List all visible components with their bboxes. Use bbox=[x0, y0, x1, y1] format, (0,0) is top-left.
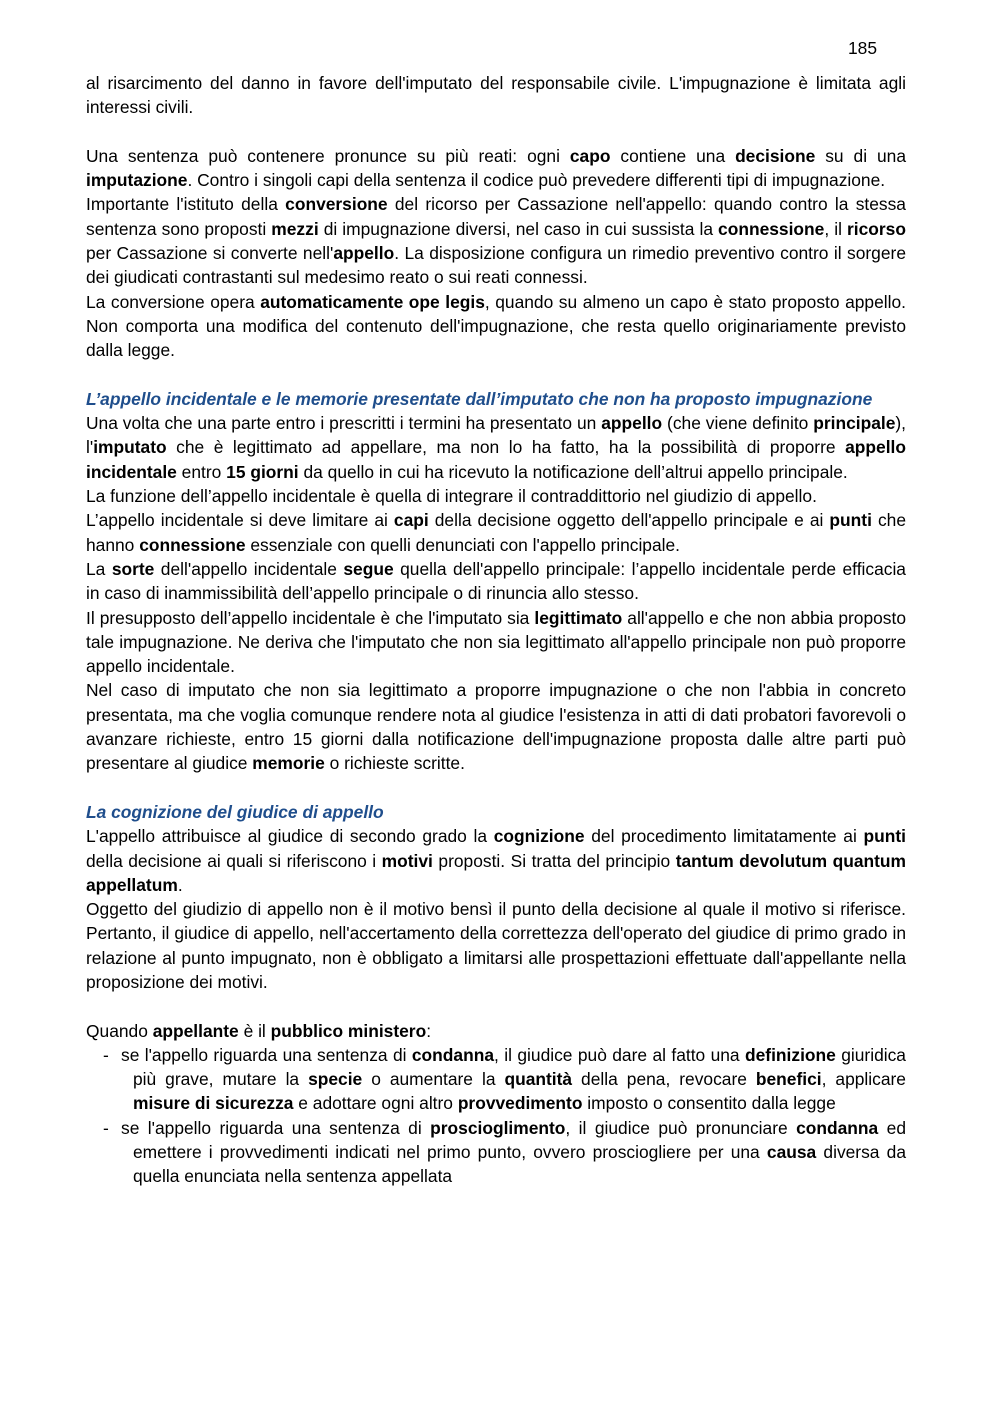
dash-list bbox=[86, 1043, 906, 1189]
paragraph: Una sentenza può contenere pronunce su più reati: ogni capo contiene una decisione su di una imputazione. Contro i singoli capi della sentenza il codice può prevedere differenti tipi di impugnazione. bbox=[86, 145, 907, 191]
bold-term: capo bbox=[569, 145, 611, 166]
dash-bullet: - bbox=[103, 1117, 109, 1138]
paragraph: L’appello incidentale si deve limitare ai capi della decisione oggetto dell'appello principale e ai punti che hanno connessione essenziale con quelli denunciati con l'appello principale. bbox=[86, 510, 906, 555]
section-body bbox=[86, 411, 906, 775]
bold-term: memorie bbox=[252, 753, 325, 774]
section-heading: L’appello incidentale e le memorie presentate dall’imputato che non ha proposto impugnazione bbox=[86, 388, 873, 409]
dash-bullet: - bbox=[103, 1044, 109, 1065]
paragraph: La sorte dell'appello incidentale segue quella dell'appello principale: l’appello incidentale perde efficacia in caso di inammissibilità dell’appello principale o di rinuncia allo stesso. bbox=[86, 558, 906, 604]
paragraph: La conversione opera automaticamente ope legis, quando su almeno un capo è stato proposto appello. Non comporta una modifica del contenuto dell'impugnazione, che resta quello originariamente previsto dalla legge. bbox=[86, 291, 907, 361]
bold-term: provvedimento bbox=[457, 1093, 583, 1114]
bold-term: proscioglimento bbox=[430, 1117, 566, 1138]
bold-term: sorte bbox=[111, 558, 155, 579]
bold-term: automaticamente ope legis bbox=[260, 291, 485, 312]
bold-term: connessione bbox=[718, 218, 825, 239]
bold-term: tantum devolutum quantum appellatum bbox=[86, 850, 906, 895]
bold-term: principale bbox=[813, 413, 896, 434]
section-heading: La cognizione del giudice di appello bbox=[86, 801, 384, 822]
page-number: 185 bbox=[848, 38, 878, 58]
bold-term: conversione bbox=[285, 194, 388, 215]
bold-term: segue bbox=[343, 558, 394, 579]
list-item: - se l'appello riguarda una sentenza di proscioglimento, il giudice può pronunciare condanna ed emettere i provvedimenti indicati nel primo punto, ovvero prosciogliere per una causa diversa da quella enunciata nella sentenza appellata bbox=[103, 1117, 906, 1187]
bold-term: misure di sicurezza bbox=[133, 1093, 294, 1114]
bold-term: legittimato bbox=[534, 607, 623, 628]
paragraph: Oggetto del giudizio di appello non è il motivo bensì il punto della decisione al quale il motivo si riferisce. Pertanto, il giudice di appello, nell'accertamento della correttezza dell'operato del giudice di primo grado in relazione al punto impugnato, non è obbligato a limitarsi alle prospettazioni effettuate dall'appellante nella proposizione dei motivi. bbox=[86, 899, 906, 992]
bold-term: cognizione bbox=[493, 826, 585, 847]
bold-term: punti bbox=[863, 826, 906, 847]
bold-term: causa bbox=[766, 1142, 817, 1163]
paragraph: al risarcimento del danno in favore dell'imputato del responsabile civile. L'impugnazione è limitata agli interessi civili. bbox=[86, 73, 906, 118]
bold-term: capi bbox=[393, 510, 429, 531]
bold-term: imputato bbox=[93, 437, 167, 458]
paragraph: Nel caso di imputato che non sia legittimato a proporre impugnazione o che non l'abbia in concreto presentata, ma che voglia comunque rendere nota al giudice l'esistenza in atti di dati probatori favorevoli o avanzare richieste, entro 15 giorni dalla notificazione dell'impugnazione proposta dalle altre parti può presentare al giudice memorie o richieste scritte. bbox=[86, 680, 906, 774]
paragraph: Una volta che una parte entro i prescritti i termini ha presentato un appello (che viene definito principale), l'imputato che è legittimato ad appellare, ma non lo ha fatto, ha la possibilità di proporre appello incidentale entro 15 giorni da quello in cui ha ricevuto la notificazione dell’altrui appello principale. bbox=[86, 413, 907, 482]
paragraph: Il presupposto dell’appello incidentale è che l'imputato sia legittimato all'appello e che non abbia proposto tale impugnazione. Ne deriva che l'imputato che non sia legittimato all'appello principale non può proporre appello incidentale. bbox=[86, 607, 906, 677]
bold-term: punti bbox=[829, 510, 872, 531]
bold-term: appello incidentale bbox=[86, 437, 906, 482]
bold-term: appello bbox=[333, 243, 395, 264]
bold-term: pubblico ministero bbox=[270, 1020, 427, 1041]
bold-term: specie bbox=[308, 1069, 363, 1090]
bold-term: quantità bbox=[504, 1069, 573, 1090]
bold-term: decisione bbox=[735, 145, 816, 166]
section-body bbox=[86, 824, 906, 994]
bold-term: benefici bbox=[755, 1069, 822, 1090]
bold-term: definizione bbox=[745, 1044, 836, 1065]
bold-term: ricorso bbox=[847, 218, 906, 239]
list-intro: Quando appellante è il pubblico ministero: bbox=[86, 1020, 432, 1041]
bold-term: motivi bbox=[381, 850, 433, 871]
bold-term: connessione bbox=[139, 534, 246, 555]
bold-term: mezzi bbox=[271, 218, 319, 239]
bold-term: condanna bbox=[411, 1044, 495, 1065]
bold-term: condanna bbox=[796, 1117, 879, 1138]
page-content bbox=[86, 71, 906, 1189]
bold-term: 15 giorni bbox=[226, 461, 299, 482]
bold-term: imputazione bbox=[86, 170, 188, 191]
paragraph: L'appello attribuisce al giudice di secondo grado la cognizione del procedimento limitatamente ai punti della decisione ai quali si riferiscono i motivi proposti. Si tratta del principio tantum devolutum quantum appellatum. bbox=[86, 826, 906, 895]
paragraph: Importante l'istituto della conversione del ricorso per Cassazione nell'appello: quando contro la stessa sentenza sono proposti mezzi di impugnazione diversi, nel caso in cui sussista la connessione, il ricorso per Cassazione si converte nell'appello. La disposizione configura un rimedio preventivo contro il sorgere dei giudicati contrastanti sul medesimo reato o sui reati connessi. bbox=[86, 194, 906, 288]
bold-term: appello bbox=[601, 413, 663, 434]
bold-term: appellante bbox=[152, 1020, 239, 1041]
paragraph: La funzione dell’appello incidentale è quella di integrare il contraddittorio nel giudizio di appello. bbox=[86, 486, 817, 507]
list-item: - se l'appello riguarda una sentenza di condanna, il giudice può dare al fatto una definizione giuridica più grave, mutare la specie o aumentare la quantità della pena, revocare benefici, applicare misure di sicurezza e adottare ogni altro provvedimento imposto o consentito dalla legge bbox=[103, 1044, 906, 1114]
